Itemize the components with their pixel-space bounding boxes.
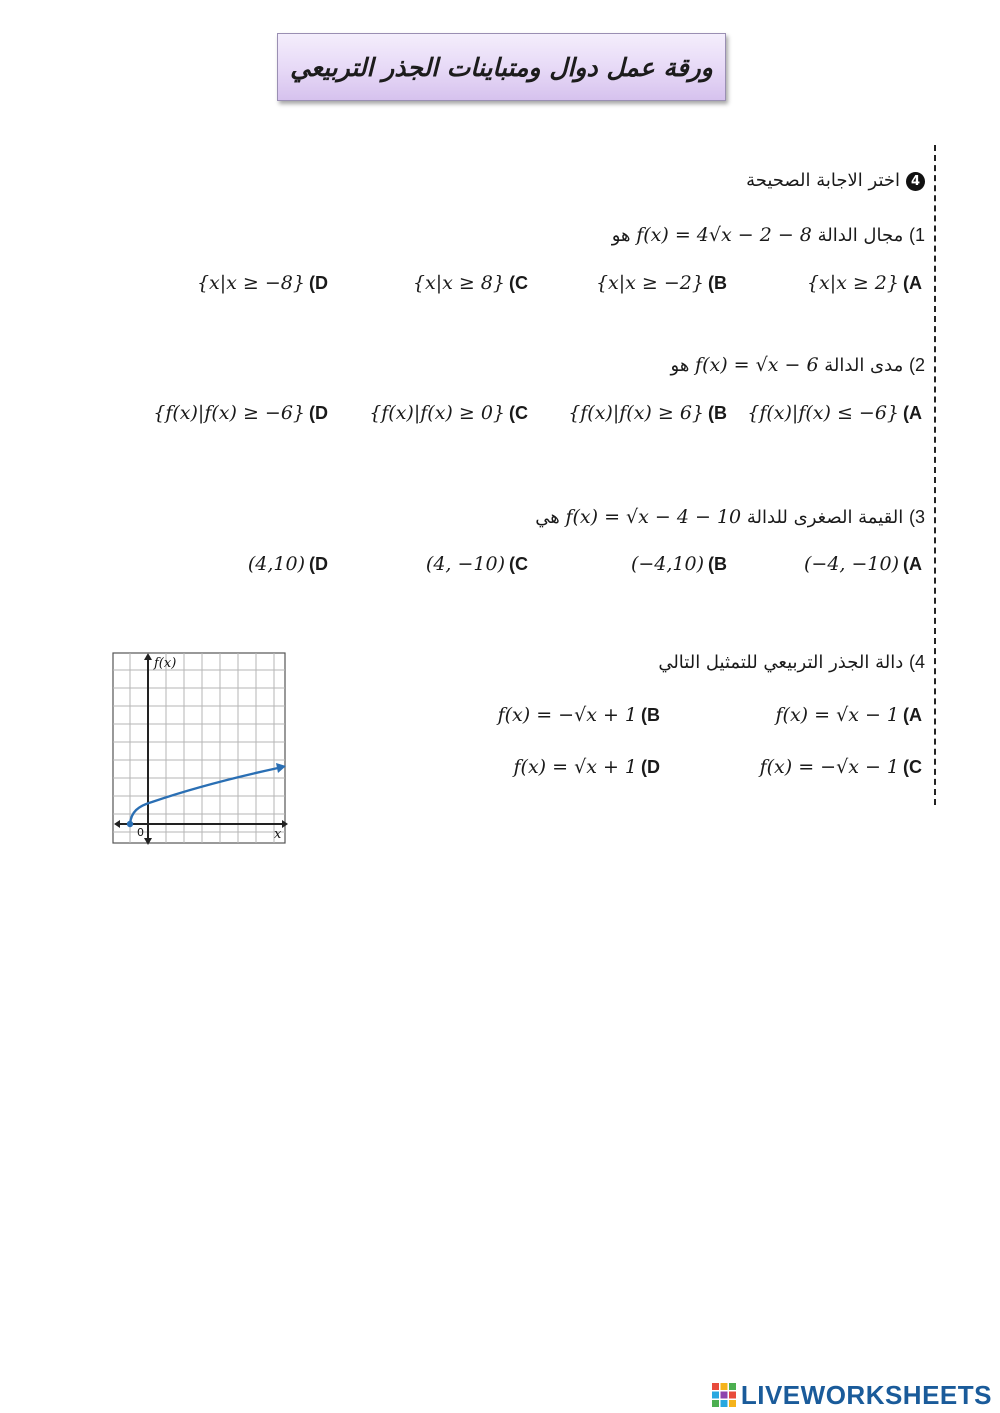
- q4-option-d[interactable]: [514, 756, 660, 778]
- q4-option-b[interactable]: [498, 704, 660, 726]
- question-2-expression: f(x) = √x − 6: [695, 354, 819, 376]
- q2-option-b-value: {f(x)|f(x) ≥ 6}: [568, 402, 704, 424]
- question-3-text: القيمة الصغرى للدالة: [746, 507, 904, 528]
- q1-option-a-value: {x|x ≥ 2}: [806, 272, 899, 294]
- question-3-tail: هي: [535, 507, 560, 528]
- question-1: [612, 224, 925, 246]
- worksheet-title: ورقة عمل دوال ومتباينات الجذر التربيعي: [290, 52, 713, 82]
- q4-option-c-label: (C: [903, 757, 922, 777]
- q2-option-c-label: (C: [509, 403, 528, 423]
- y-axis-label: f(x): [154, 656, 177, 671]
- q3-option-a[interactable]: [804, 553, 922, 575]
- origin-label: 0: [137, 826, 144, 839]
- q2-option-a-value: {f(x)|f(x) ≤ −6}: [747, 402, 899, 424]
- liveworksheets-grid-icon: [711, 1382, 737, 1408]
- q2-option-c[interactable]: [369, 402, 528, 424]
- section-header: [746, 170, 925, 191]
- q3-option-c[interactable]: [426, 553, 528, 575]
- q2-option-b[interactable]: [568, 402, 727, 424]
- question-2: [671, 354, 925, 376]
- q3-option-d-label: (D: [309, 554, 328, 574]
- liveworksheets-logo[interactable]: [711, 1380, 992, 1410]
- q3-option-c-label: (C: [509, 554, 528, 574]
- q2-option-a[interactable]: [747, 402, 922, 424]
- question-1-expression: f(x) = 4√x − 2 − 8: [636, 224, 812, 246]
- q1-option-d[interactable]: [197, 272, 328, 294]
- question-1-number: 1): [908, 225, 925, 245]
- dashed-divider: [934, 145, 936, 805]
- q1-option-d-value: {x|x ≥ −8}: [196, 272, 305, 294]
- q2-option-d[interactable]: [153, 402, 328, 424]
- q4-option-b-label: (B: [641, 705, 660, 725]
- q2-option-a-label: (A: [903, 403, 922, 423]
- function-graph: [112, 652, 288, 846]
- q3-option-c-value: (4, −10): [425, 553, 505, 575]
- q1-option-a-label: (A: [903, 273, 922, 293]
- q1-option-b-label: (B: [708, 273, 727, 293]
- question-3: [535, 506, 925, 528]
- question-3-expression: f(x) = √x − 4 − 10: [565, 506, 742, 528]
- q2-option-d-label: (D: [309, 403, 328, 423]
- q1-option-c[interactable]: [413, 272, 528, 294]
- q4-option-d-label: (D: [641, 757, 660, 777]
- question-2-text: مدى الدالة: [824, 355, 904, 376]
- q3-option-b-value: (−4,10): [630, 553, 704, 575]
- question-1-text: مجال الدالة: [817, 225, 904, 246]
- question-2-number: 2): [908, 355, 925, 375]
- question-2-tail: هو: [670, 355, 690, 376]
- q1-option-c-label: (C: [509, 273, 528, 293]
- question-4: [658, 652, 925, 673]
- q4-option-c-value: f(x) = −√x − 1: [759, 756, 899, 778]
- q1-option-b-value: {x|x ≥ −2}: [595, 272, 704, 294]
- q4-option-d-value: f(x) = √x + 1: [513, 756, 637, 778]
- q3-option-a-label: (A: [903, 554, 922, 574]
- q4-option-c[interactable]: [760, 756, 922, 778]
- question-4-number: 4): [908, 652, 925, 672]
- curve-start-point: [127, 821, 133, 827]
- q1-option-b[interactable]: [596, 272, 727, 294]
- q2-option-b-label: (B: [708, 403, 727, 423]
- q4-option-b-value: f(x) = −√x + 1: [497, 704, 637, 726]
- q3-option-b-label: (B: [708, 554, 727, 574]
- q3-option-a-value: (−4, −10): [803, 553, 899, 575]
- question-3-number: 3): [908, 507, 925, 527]
- question-1-tail: هو: [611, 225, 631, 246]
- q1-option-a[interactable]: [807, 272, 922, 294]
- q2-option-d-value: {f(x)|f(x) ≥ −6}: [153, 402, 305, 424]
- q3-option-d-value: (4,10): [247, 553, 305, 575]
- q4-option-a-label: (A: [903, 705, 922, 725]
- q1-option-c-value: {x|x ≥ 8}: [412, 272, 505, 294]
- question-4-text: دالة الجذر التربيعي للتمثيل التالي: [658, 652, 904, 673]
- section-number-badge: 4: [906, 172, 925, 191]
- q3-option-b[interactable]: [631, 553, 727, 575]
- liveworksheets-logo-text: LIVEWORKSHEETS: [740, 1379, 992, 1410]
- section-instruction: اختر الاجابة الصحيحة: [746, 170, 900, 191]
- q2-option-c-value: {f(x)|f(x) ≥ 0}: [369, 402, 505, 424]
- x-axis-label: x: [274, 827, 282, 842]
- q3-option-d[interactable]: [248, 553, 328, 575]
- q4-option-a[interactable]: [776, 704, 922, 726]
- q1-option-d-label: (D: [309, 273, 328, 293]
- q4-option-a-value: f(x) = √x − 1: [775, 704, 899, 726]
- worksheet-title-box: [277, 33, 726, 101]
